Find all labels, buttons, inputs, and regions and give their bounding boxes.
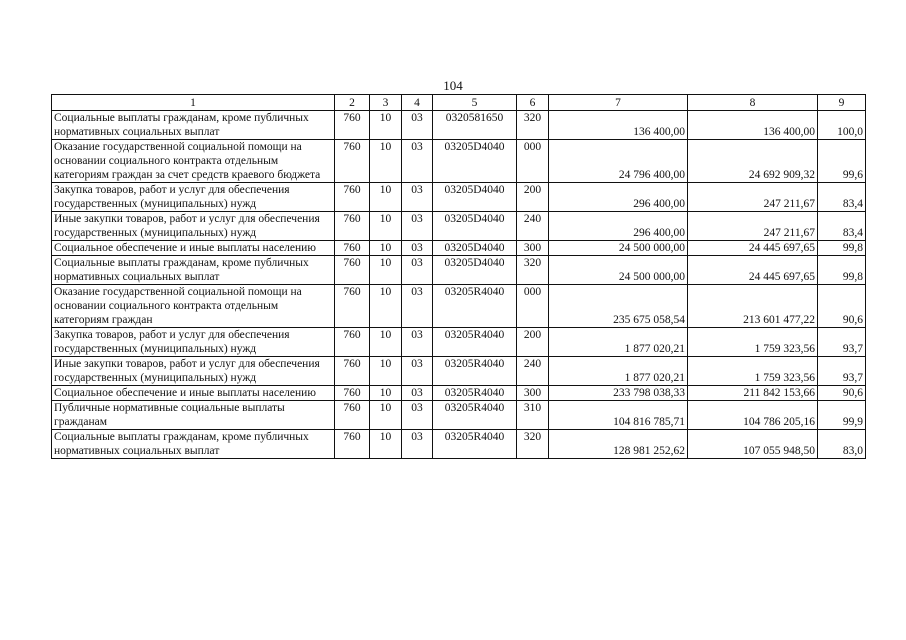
cell-code-4: 03: [402, 140, 433, 183]
cell-percent-9: 90,6: [818, 386, 866, 401]
cell-code-6: 320: [517, 256, 549, 285]
cell-code-6: 320: [517, 111, 549, 140]
cell-code-5: 03205D4040: [433, 256, 517, 285]
cell-code-6: 200: [517, 328, 549, 357]
cell-amount-8: 136 400,00: [688, 111, 818, 140]
cell-amount-8: 213 601 477,22: [688, 285, 818, 328]
budget-table: [51, 94, 866, 459]
row-description: Социальное обеспечение и иные выплаты населению: [52, 241, 335, 256]
cell-amount-8: 247 211,67: [688, 212, 818, 241]
cell-percent-9: 99,8: [818, 256, 866, 285]
column-header: 2: [335, 95, 370, 111]
cell-amount-7: 1 877 020,21: [549, 328, 688, 357]
cell-percent-9: 99,9: [818, 401, 866, 430]
cell-code-5: 03205D4040: [433, 241, 517, 256]
row-description: Социальное обеспечение и иные выплаты населению: [52, 386, 335, 401]
cell-amount-8: 24 445 697,65: [688, 241, 818, 256]
cell-code-5: 03205D4040: [433, 140, 517, 183]
cell-code-3: 10: [370, 386, 402, 401]
column-header: 5: [433, 95, 517, 111]
cell-code-3: 10: [370, 430, 402, 459]
table-body: [52, 95, 866, 459]
cell-code-3: 10: [370, 357, 402, 386]
cell-amount-7: 296 400,00: [549, 212, 688, 241]
cell-code-5: 03205R4040: [433, 357, 517, 386]
cell-amount-7: 296 400,00: [549, 183, 688, 212]
column-header: 3: [370, 95, 402, 111]
cell-percent-9: 83,0: [818, 430, 866, 459]
table-row: [52, 183, 866, 212]
row-description: Социальные выплаты гражданам, кроме публичных нормативных социальных выплат: [52, 111, 335, 140]
table-row: [52, 111, 866, 140]
column-header: 8: [688, 95, 818, 111]
row-description: Публичные нормативные социальные выплаты гражданам: [52, 401, 335, 430]
cell-code-6: 320: [517, 430, 549, 459]
cell-code-3: 10: [370, 401, 402, 430]
cell-amount-8: 211 842 153,66: [688, 386, 818, 401]
cell-code-4: 03: [402, 357, 433, 386]
cell-code-2: 760: [335, 256, 370, 285]
column-header: 4: [402, 95, 433, 111]
cell-percent-9: 90,6: [818, 285, 866, 328]
cell-code-4: 03: [402, 183, 433, 212]
cell-code-6: 300: [517, 241, 549, 256]
cell-amount-7: 233 798 038,33: [549, 386, 688, 401]
cell-code-5: 03205R4040: [433, 386, 517, 401]
cell-code-4: 03: [402, 285, 433, 328]
cell-percent-9: 93,7: [818, 328, 866, 357]
row-description: Социальные выплаты гражданам, кроме публичных нормативных социальных выплат: [52, 430, 335, 459]
cell-code-5: 03205R4040: [433, 430, 517, 459]
cell-amount-7: 24 500 000,00: [549, 256, 688, 285]
row-description: Оказание государственной социальной помощи на основании социального контракта отдельным категориям граждан: [52, 285, 335, 328]
cell-code-2: 760: [335, 401, 370, 430]
cell-code-5: 03205D4040: [433, 212, 517, 241]
table-row: [52, 386, 866, 401]
cell-code-2: 760: [335, 111, 370, 140]
cell-amount-8: 247 211,67: [688, 183, 818, 212]
table-row: [52, 285, 866, 328]
cell-code-6: 300: [517, 386, 549, 401]
cell-code-5: 03205R4040: [433, 328, 517, 357]
cell-amount-7: 24 796 400,00: [549, 140, 688, 183]
cell-code-4: 03: [402, 111, 433, 140]
cell-code-6: 310: [517, 401, 549, 430]
cell-amount-8: 1 759 323,56: [688, 357, 818, 386]
cell-amount-8: 24 445 697,65: [688, 256, 818, 285]
cell-code-3: 10: [370, 256, 402, 285]
cell-amount-7: 136 400,00: [549, 111, 688, 140]
row-description: Иные закупки товаров, работ и услуг для обеспечения государственных (муниципальных) нужд: [52, 357, 335, 386]
page-number: 104: [443, 78, 463, 93]
cell-code-2: 760: [335, 140, 370, 183]
column-header: 1: [52, 95, 335, 111]
row-description: Закупка товаров, работ и услуг для обеспечения государственных (муниципальных) нужд: [52, 183, 335, 212]
cell-code-5: 03205R4040: [433, 285, 517, 328]
cell-amount-7: 1 877 020,21: [549, 357, 688, 386]
cell-code-6: 240: [517, 212, 549, 241]
column-header: 6: [517, 95, 549, 111]
column-header: 7: [549, 95, 688, 111]
row-description: Социальные выплаты гражданам, кроме публичных нормативных социальных выплат: [52, 256, 335, 285]
cell-percent-9: 93,7: [818, 357, 866, 386]
cell-code-6: 000: [517, 140, 549, 183]
cell-percent-9: 99,8: [818, 241, 866, 256]
cell-code-2: 760: [335, 357, 370, 386]
cell-code-4: 03: [402, 241, 433, 256]
cell-amount-7: 24 500 000,00: [549, 241, 688, 256]
cell-code-3: 10: [370, 212, 402, 241]
cell-amount-8: 104 786 205,16: [688, 401, 818, 430]
cell-code-2: 760: [335, 183, 370, 212]
table-row: [52, 401, 866, 430]
cell-code-4: 03: [402, 386, 433, 401]
cell-amount-7: 128 981 252,62: [549, 430, 688, 459]
cell-percent-9: 99,6: [818, 140, 866, 183]
cell-code-2: 760: [335, 430, 370, 459]
table-header-row: [52, 95, 866, 111]
cell-code-6: 200: [517, 183, 549, 212]
cell-code-2: 760: [335, 241, 370, 256]
cell-code-3: 10: [370, 285, 402, 328]
cell-code-3: 10: [370, 140, 402, 183]
cell-code-2: 760: [335, 285, 370, 328]
table-row: [52, 241, 866, 256]
cell-code-6: 000: [517, 285, 549, 328]
cell-code-3: 10: [370, 183, 402, 212]
cell-code-3: 10: [370, 328, 402, 357]
cell-code-2: 760: [335, 212, 370, 241]
cell-amount-7: 235 675 058,54: [549, 285, 688, 328]
table-row: [52, 357, 866, 386]
cell-amount-8: 24 692 909,32: [688, 140, 818, 183]
cell-code-5: 03205D4040: [433, 183, 517, 212]
cell-code-3: 10: [370, 241, 402, 256]
column-header: 9: [818, 95, 866, 111]
cell-amount-8: 1 759 323,56: [688, 328, 818, 357]
cell-code-6: 240: [517, 357, 549, 386]
cell-code-4: 03: [402, 328, 433, 357]
cell-code-2: 760: [335, 386, 370, 401]
table-row: [52, 256, 866, 285]
table-row: [52, 140, 866, 183]
cell-amount-8: 107 055 948,50: [688, 430, 818, 459]
cell-code-4: 03: [402, 212, 433, 241]
row-description: Закупка товаров, работ и услуг для обеспечения государственных (муниципальных) нужд: [52, 328, 335, 357]
row-description: Иные закупки товаров, работ и услуг для обеспечения государственных (муниципальных) нужд: [52, 212, 335, 241]
cell-percent-9: 83,4: [818, 212, 866, 241]
cell-percent-9: 83,4: [818, 183, 866, 212]
cell-code-4: 03: [402, 256, 433, 285]
table-row: [52, 328, 866, 357]
table-row: [52, 212, 866, 241]
cell-code-5: 0320581650: [433, 111, 517, 140]
cell-code-3: 10: [370, 111, 402, 140]
cell-amount-7: 104 816 785,71: [549, 401, 688, 430]
cell-percent-9: 100,0: [818, 111, 866, 140]
cell-code-2: 760: [335, 328, 370, 357]
table-row: [52, 430, 866, 459]
cell-code-5: 03205R4040: [433, 401, 517, 430]
cell-code-4: 03: [402, 430, 433, 459]
row-description: Оказание государственной социальной помощи на основании социального контракта отдельным категориям граждан за счет средств краевого бюджета: [52, 140, 335, 183]
cell-code-4: 03: [402, 401, 433, 430]
